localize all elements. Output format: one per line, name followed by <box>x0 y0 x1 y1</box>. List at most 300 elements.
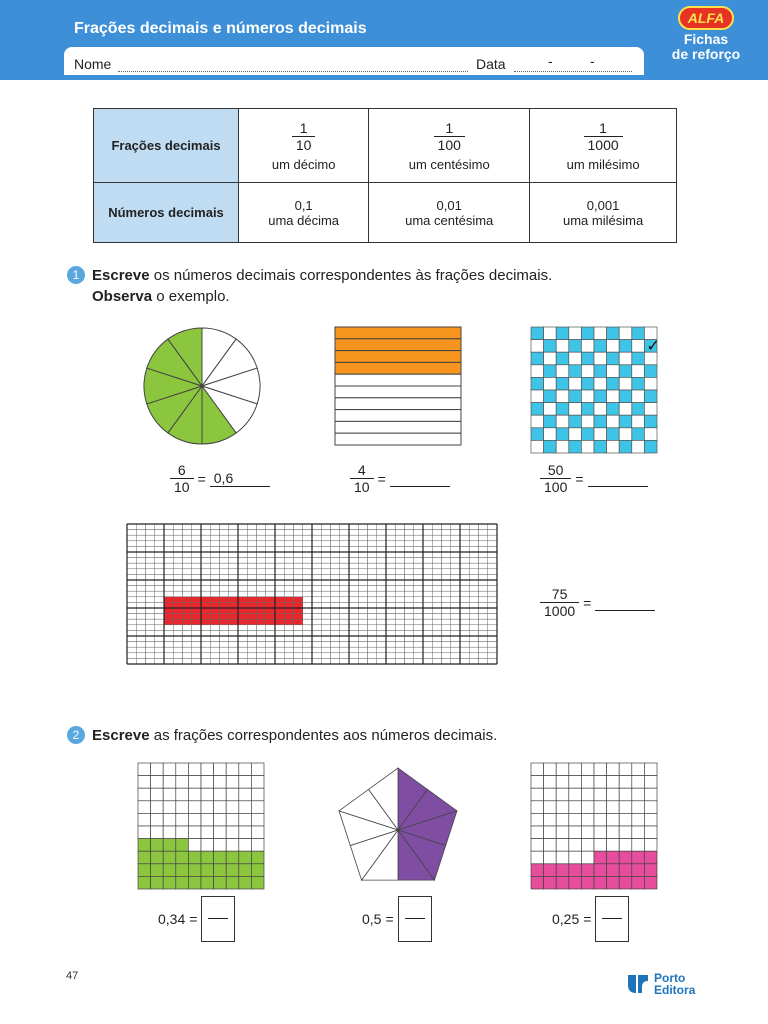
grid-cell <box>414 597 423 603</box>
grid-cell <box>368 574 377 580</box>
grid-cell <box>127 597 136 603</box>
grid-cell <box>619 801 632 814</box>
grid-cell <box>164 586 173 592</box>
grid-cell <box>229 619 238 625</box>
grid-cell <box>377 653 386 659</box>
grid-cell <box>423 574 432 580</box>
grid-cell <box>136 535 145 541</box>
grid-cell <box>163 839 176 852</box>
grid-cell <box>331 541 340 547</box>
grid-cell <box>460 597 469 603</box>
grid-cell <box>201 580 210 586</box>
grid-cell <box>163 826 176 839</box>
grid-cell <box>479 558 488 564</box>
grid-cell <box>136 586 145 592</box>
grid-cell <box>192 597 201 603</box>
grid-cell <box>247 614 256 620</box>
grid-cell <box>251 864 264 877</box>
grid-cell <box>238 647 247 653</box>
grid-cell <box>442 558 451 564</box>
strip <box>335 386 461 398</box>
grid-cell <box>210 636 219 642</box>
checker-cell <box>569 390 582 403</box>
grid-cell <box>469 591 478 597</box>
grid-cell <box>303 658 312 664</box>
grid-cell <box>275 630 284 636</box>
grid-cell <box>331 574 340 580</box>
grid-cell <box>151 826 164 839</box>
name-date-bar <box>64 47 644 75</box>
grid-cell <box>229 552 238 558</box>
grid-cell <box>312 552 321 558</box>
grid-cell <box>544 826 557 839</box>
grid-cell <box>127 591 136 597</box>
grid-cell <box>146 597 155 603</box>
grid-cell <box>321 597 330 603</box>
grid-cell <box>607 788 620 801</box>
grid-cell <box>155 558 164 564</box>
grid-cell <box>173 541 182 547</box>
grid-cell <box>214 826 227 839</box>
grid-cell <box>607 839 620 852</box>
grid-cell <box>368 546 377 552</box>
strip <box>335 421 461 433</box>
grid-cell <box>386 614 395 620</box>
grid-cell <box>146 569 155 575</box>
grid-cell <box>294 625 303 631</box>
grid-cell <box>479 642 488 648</box>
grid-cell <box>275 591 284 597</box>
grid-cell <box>414 636 423 642</box>
grid-cell <box>368 619 377 625</box>
grid-cell <box>349 636 358 642</box>
grid-cell <box>257 546 266 552</box>
grid-cell <box>556 776 569 789</box>
grid-cell <box>442 597 451 603</box>
grid-cell <box>155 614 164 620</box>
grid-cell <box>146 619 155 625</box>
grid-cell <box>164 625 173 631</box>
grid-cell <box>619 813 632 826</box>
grid-cell <box>331 580 340 586</box>
grid-cell <box>581 788 594 801</box>
grid-cell <box>251 813 264 826</box>
strips-tenths-diagram <box>334 326 462 446</box>
grid-cell <box>155 569 164 575</box>
answer-field[interactable] <box>588 470 648 487</box>
grid-cell <box>164 530 173 536</box>
grid-cell <box>210 552 219 558</box>
grid-cell <box>321 625 330 631</box>
grid-cell <box>442 563 451 569</box>
grid-cell <box>275 653 284 659</box>
grid-cell <box>220 530 229 536</box>
grid-cell <box>531 864 544 877</box>
grid-cell <box>442 636 451 642</box>
grid-cell <box>405 602 414 608</box>
grid-cell <box>192 625 201 631</box>
grid-cell <box>331 642 340 648</box>
grid-cell <box>321 608 330 614</box>
grid-cell <box>163 851 176 864</box>
grid-cell <box>257 608 266 614</box>
grid-cell <box>349 569 358 575</box>
grid-cell <box>340 574 349 580</box>
grid-cell <box>479 569 488 575</box>
grid-cell <box>183 642 192 648</box>
grid-cell <box>163 788 176 801</box>
checker-cell <box>594 377 607 390</box>
grid-cell <box>432 530 441 536</box>
grid-cell <box>275 619 284 625</box>
grid-cell <box>644 851 657 864</box>
grid-cell <box>469 625 478 631</box>
grid-cell <box>423 647 432 653</box>
grid-cell <box>358 658 367 664</box>
grid-cell <box>423 541 432 547</box>
checker-cell <box>556 440 569 453</box>
grid-cell <box>229 608 238 614</box>
fraction-answer-box[interactable] <box>595 896 629 942</box>
grid-cell <box>192 535 201 541</box>
grid-cell <box>377 597 386 603</box>
grid-cell <box>155 586 164 592</box>
grid-cell <box>201 636 210 642</box>
grid-cell <box>266 591 275 597</box>
checker-cell <box>644 390 657 403</box>
date-field[interactable] <box>514 71 632 72</box>
grid-cell <box>423 569 432 575</box>
grid-cell <box>210 642 219 648</box>
decimal-label: uma décima <box>268 212 340 228</box>
grid-cell <box>632 763 645 776</box>
grid-cell <box>164 574 173 580</box>
grid-cell <box>275 530 284 536</box>
grid-cell <box>155 541 164 547</box>
grid-cell <box>294 642 303 648</box>
grid-cell <box>257 642 266 648</box>
grid-cell <box>294 619 303 625</box>
grid-cell <box>488 619 497 625</box>
grid-cell <box>386 569 395 575</box>
checker-cell <box>581 390 594 403</box>
grid-cell <box>349 602 358 608</box>
grid-cell <box>247 563 256 569</box>
grid-cell <box>432 602 441 608</box>
grid-cell <box>127 619 136 625</box>
checker-cell <box>556 428 569 441</box>
grid-cell <box>386 563 395 569</box>
grid-cell <box>358 569 367 575</box>
grid-cell <box>183 630 192 636</box>
grid-cell <box>423 558 432 564</box>
grid-cell <box>312 569 321 575</box>
grid-cell <box>192 574 201 580</box>
grid-cell <box>257 630 266 636</box>
grid-cell <box>395 563 404 569</box>
checker-cell <box>619 340 632 353</box>
grid-cell <box>349 586 358 592</box>
grid-cell <box>247 630 256 636</box>
grid-cell <box>377 602 386 608</box>
grid-cell <box>451 625 460 631</box>
grid-cell <box>377 619 386 625</box>
exercise-2-badge: 2 <box>67 726 85 744</box>
checker-cell <box>607 428 620 441</box>
grid-cell <box>210 580 219 586</box>
grid-cell <box>312 558 321 564</box>
grid-cell <box>138 864 151 877</box>
grid-cell <box>569 763 582 776</box>
grid-cell <box>349 591 358 597</box>
grid-cell <box>414 647 423 653</box>
grid-cell <box>136 602 145 608</box>
grid-cell <box>284 546 293 552</box>
checker-cell <box>581 415 594 428</box>
grid-cell <box>210 647 219 653</box>
grid-cell <box>127 569 136 575</box>
grid-cell <box>531 776 544 789</box>
grid-cell <box>239 864 252 877</box>
logo-brand: ALFA <box>678 6 735 30</box>
reference-table <box>93 108 677 243</box>
grid-cell <box>294 524 303 530</box>
grid-cell <box>201 614 210 620</box>
grid-cell <box>284 625 293 631</box>
grid-cell <box>239 801 252 814</box>
grid-cell <box>451 541 460 547</box>
grid-cell <box>183 597 192 603</box>
grid-cell <box>619 776 632 789</box>
grid-cell <box>229 530 238 536</box>
checker-cell <box>544 428 557 441</box>
grid-cell <box>303 586 312 592</box>
grid-cell <box>226 776 239 789</box>
grid-cell <box>192 563 201 569</box>
grid-cell <box>358 642 367 648</box>
grid-cell <box>358 524 367 530</box>
grid-cell <box>284 647 293 653</box>
grid-cell <box>377 574 386 580</box>
grid-cell <box>151 788 164 801</box>
grid-cell <box>151 776 164 789</box>
grid-cell <box>173 558 182 564</box>
grid-cell <box>220 608 229 614</box>
row-header-decimals: Números decimais <box>94 183 239 243</box>
grid-cell <box>238 591 247 597</box>
grid-cell <box>395 524 404 530</box>
grid-cell <box>312 586 321 592</box>
checker-cell <box>544 327 557 340</box>
grid-cell <box>340 642 349 648</box>
checker-cell <box>581 377 594 390</box>
grid-cell <box>220 636 229 642</box>
grid-cell <box>395 619 404 625</box>
grid-cell <box>238 602 247 608</box>
grid-cell <box>275 541 284 547</box>
fraction-answer-box[interactable] <box>398 896 432 942</box>
grid-cell <box>644 826 657 839</box>
grid-cell <box>340 614 349 620</box>
grid-cell <box>331 625 340 631</box>
checker-cell <box>607 440 620 453</box>
decimal-value: 0,1 <box>294 197 313 213</box>
grid-cell <box>488 580 497 586</box>
grid-cell <box>312 563 321 569</box>
grid-cell <box>220 524 229 530</box>
grid-cell <box>386 524 395 530</box>
checker-cell <box>644 403 657 416</box>
grid-cell <box>405 614 414 620</box>
checker-cell <box>556 377 569 390</box>
answer-field[interactable]: 0,6 <box>210 470 270 487</box>
grid-cell <box>257 636 266 642</box>
grid-cell <box>358 653 367 659</box>
grid-cell <box>442 574 451 580</box>
grid-cell <box>442 552 451 558</box>
grid-cell <box>294 647 303 653</box>
grid-cell <box>275 546 284 552</box>
grid-cell <box>432 574 441 580</box>
grid-cell <box>321 658 330 664</box>
grid-cell <box>479 563 488 569</box>
grid-cell <box>321 642 330 648</box>
grid-cell <box>138 826 151 839</box>
grid-cell <box>176 763 189 776</box>
grid-cell <box>138 776 151 789</box>
grid-cell <box>531 763 544 776</box>
grid-cell <box>442 580 451 586</box>
grid-cell <box>414 625 423 631</box>
pentagon-diagram <box>332 768 464 884</box>
grid-cell <box>340 558 349 564</box>
porto-editora-logo <box>626 972 695 996</box>
grid-cell <box>632 813 645 826</box>
grid-cell <box>312 647 321 653</box>
grid-cell <box>210 541 219 547</box>
grid-cell <box>192 614 201 620</box>
grid-cell <box>460 563 469 569</box>
grid-cell <box>210 625 219 631</box>
grid-cell <box>303 580 312 586</box>
grid-cell <box>183 574 192 580</box>
checker-cell <box>632 428 645 441</box>
grid-cell <box>460 614 469 620</box>
grid-cell <box>581 864 594 877</box>
grid-cell <box>442 642 451 648</box>
grid-cell <box>469 563 478 569</box>
checker-cell <box>581 428 594 441</box>
answer-field[interactable] <box>390 470 450 487</box>
grid-cell <box>358 630 367 636</box>
grid-cell <box>164 653 173 659</box>
grid-cell <box>136 630 145 636</box>
decimal-value: 0,001 <box>586 197 620 213</box>
checker-cell <box>607 403 620 416</box>
grid-cell <box>138 839 151 852</box>
checker-cell <box>607 377 620 390</box>
grid-cell <box>127 608 136 614</box>
grid-cell <box>340 580 349 586</box>
grid-cell <box>192 546 201 552</box>
grid-cell <box>173 619 182 625</box>
grid-cell <box>210 524 219 530</box>
grid-cell <box>201 826 214 839</box>
name-field[interactable] <box>118 71 468 72</box>
grid-cell <box>303 636 312 642</box>
grid-cell <box>257 541 266 547</box>
grid-cell <box>340 597 349 603</box>
grid-cell <box>405 552 414 558</box>
grid-cell <box>423 546 432 552</box>
grid-cell <box>423 630 432 636</box>
grid-cell <box>488 530 497 536</box>
answer-field[interactable] <box>595 594 655 611</box>
grid-cell <box>386 580 395 586</box>
grid-cell <box>556 864 569 877</box>
grid-cell <box>386 658 395 664</box>
grid-cell <box>488 658 497 664</box>
grid-cell <box>247 619 256 625</box>
grid-cell <box>442 653 451 659</box>
grid-cell <box>210 530 219 536</box>
grid-cell <box>594 864 607 877</box>
grid-cell <box>451 647 460 653</box>
grid-cell <box>201 876 214 889</box>
grid-cell <box>349 530 358 536</box>
grid-cell <box>544 839 557 852</box>
grid-cell <box>331 524 340 530</box>
grid-cell <box>247 552 256 558</box>
grid-cell <box>312 602 321 608</box>
grid-cell <box>173 642 182 648</box>
grid-cell <box>368 580 377 586</box>
checker-cell <box>544 352 557 365</box>
grid-cell <box>266 552 275 558</box>
grid-cell <box>257 574 266 580</box>
grid-cell <box>188 776 201 789</box>
grid-cell <box>432 614 441 620</box>
grid-cell <box>488 602 497 608</box>
grid-cell <box>226 788 239 801</box>
grid-cell <box>358 580 367 586</box>
grid-cell <box>331 530 340 536</box>
fraction-answer-box[interactable] <box>201 896 235 942</box>
grid-cell <box>247 642 256 648</box>
grid-cell <box>220 602 229 608</box>
grid-cell <box>423 552 432 558</box>
grid-cell <box>423 636 432 642</box>
grid-cell <box>138 763 151 776</box>
grid-cell <box>386 541 395 547</box>
grid-cell <box>479 614 488 620</box>
grid-cell <box>460 653 469 659</box>
grid-cell <box>377 647 386 653</box>
grid-cell <box>173 647 182 653</box>
grid-cell <box>163 776 176 789</box>
grid-cell <box>460 658 469 664</box>
grid-cell <box>275 558 284 564</box>
grid-cell <box>349 658 358 664</box>
grid-cell <box>488 636 497 642</box>
grid-cell <box>303 558 312 564</box>
grid-cell <box>581 851 594 864</box>
grid-cell <box>423 619 432 625</box>
grid-cell <box>368 558 377 564</box>
grid-cell <box>594 839 607 852</box>
grid-cell <box>294 597 303 603</box>
grid-cell <box>442 541 451 547</box>
